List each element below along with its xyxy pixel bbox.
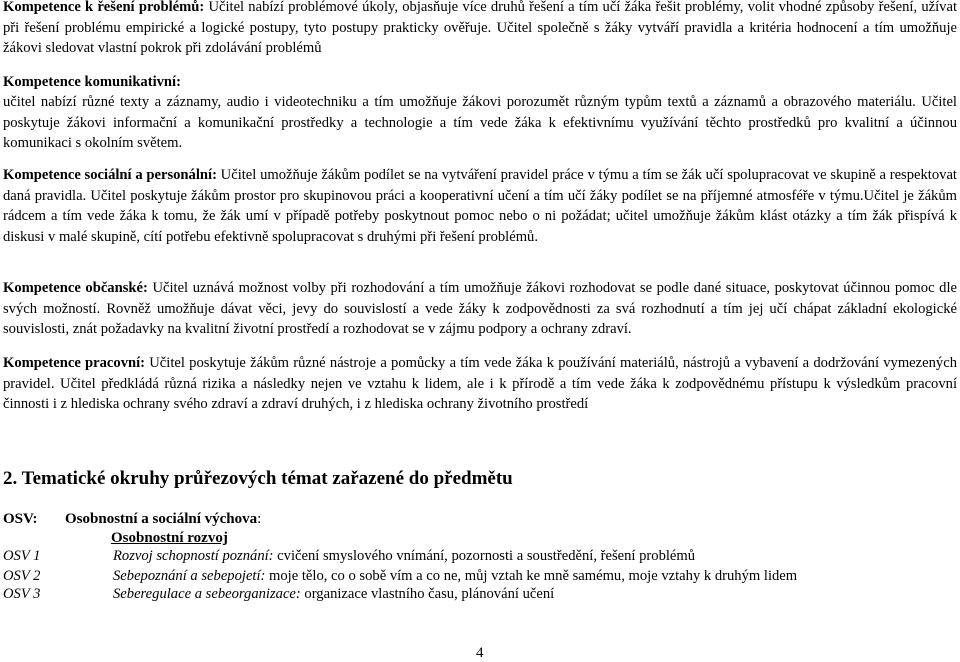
osv-title	[65, 511, 261, 528]
paragraph-text: Učitel poskytuje žákům různé nástroje a pomůcky a tím vede žáka k používání materiálů, nástrojů a vybavení a dodržování vymezených pravidel. Učitel předkládá různá rizika a následky nejen ve vztahu k lidem, ale i k přírodě a tím vede žáka k zodpovědnému přístupu k výsledkům pracovní činnosti i z hlediska ochrany svého zdraví a zdraví druhých, i z hlediska ochrany životního prostředí	[3, 355, 957, 412]
paragraph-text: Učitel nabízí problémové úkoly, objasňuje více druhů řešení a tím učí žáka řešit problémy, volit vhodné způsoby řešení, užívat při řešení problému empirické a logické postupy, tyto postupy prakticky ověřuje. Učitel společně s žáky vytváří pravidla a kritéria hodnocení a tím umožňuje žákovi sledovat vlastní pokrok při zdolávání problémů	[3, 0, 957, 56]
paragraph-heading: Kompetence pracovní:	[3, 355, 146, 371]
page-number: 4	[476, 645, 484, 661]
paragraph-heading: Kompetence komunikativní:	[3, 74, 181, 90]
osv-code: OSV 1	[3, 548, 41, 564]
paragraph-text: Učitel umožňuje žákům podílet se na vytváření pravidel práce v týmu a tím se žák učí spolupracovat ve skupině a respektovat daná pravidla. Učitel poskytuje žákům prostor pro skupinovou práci a kooperativní učení a tím učí žáky podílet se na příjemné atmosféře v týmu.Učitel je žákům rádcem a tím vede žáka k tomu, že žák umí v případě potřeby poskytnout pomoc nebo o ni požádat; učitel umožňuje žákům klást otázky a tím žák přispívá k diskusi v malé skupině, cítí potřebu efektivně spolupracovat s druhými při řešení problémů.	[3, 167, 957, 245]
paragraph-heading: Kompetence sociální a personální:	[3, 167, 217, 183]
osv-code: OSV 2	[3, 568, 41, 584]
paragraph-communicative	[3, 92, 957, 154]
paragraph-text: Učitel uznává možnost volby při rozhodování a tím umožňuje žákovi rozhodovat se podle dané situace, poskytovat účinnou pomoc dle svých možností. Rovněž umožňuje dávat věci, jevy do souvislostí a vede žáky k zodpovědnosti za svá rozhodnutí a tím jej učí chápat základní ekologické souvislosti, znát požadavky na kvalitní životní prostředí a rozhodovat se v zájmu podpory a ochrany zdraví.	[3, 280, 957, 337]
osv-title-text: Osobnostní a sociální výchova	[65, 511, 258, 527]
osv-subtitle: Osobnostní rozvoj	[111, 530, 228, 546]
osv-detail: cvičení smyslového vnímání, pozornosti a soustředění, řešení problémů	[273, 548, 696, 564]
paragraph-communicative-heading	[3, 72, 957, 93]
paragraph-social	[3, 165, 957, 247]
osv-detail: organizace vlastního času, plánování učení	[300, 586, 555, 602]
osv-text	[113, 568, 797, 585]
section-heading: 2. Tematické okruhy průřezových témat zařazené do předmětu	[3, 468, 513, 489]
osv-topic: Rozvoj schopností poznání:	[113, 548, 274, 564]
paragraph-work	[3, 353, 957, 415]
osv-text	[113, 548, 695, 565]
osv-text	[113, 586, 554, 603]
paragraph-civic	[3, 278, 957, 340]
osv-abbreviation: OSV:	[3, 511, 38, 527]
paragraph-text: učitel nabízí různé texty a záznamy, audio i videotechniku a tím umožňuje žákovi porozumět různým typům textů a záznamů a obrazového materiálu. Učitel poskytuje žákovi informační a komunikační prostředky a technologie a tím vede žáka k efektivnímu využívání těchto prostředků pro kvalitní a účinnou komunikaci s okolním světem.	[3, 94, 957, 151]
osv-topic: Seberegulace a sebeorganizace:	[113, 586, 301, 602]
paragraph-heading: Kompetence občanské:	[3, 280, 148, 296]
paragraph-heading: Kompetence k řešení problémů:	[3, 0, 205, 15]
osv-detail: moje tělo, co o sobě vím a co ne, můj vztah ke mně samému, moje vztahy k druhým lidem	[265, 568, 798, 584]
paragraph-problem-solving	[3, 0, 957, 59]
osv-code: OSV 3	[3, 586, 41, 602]
osv-topic: Sebepoznání a sebepojetí:	[113, 568, 266, 584]
osv-title-suffix: :	[257, 511, 262, 527]
